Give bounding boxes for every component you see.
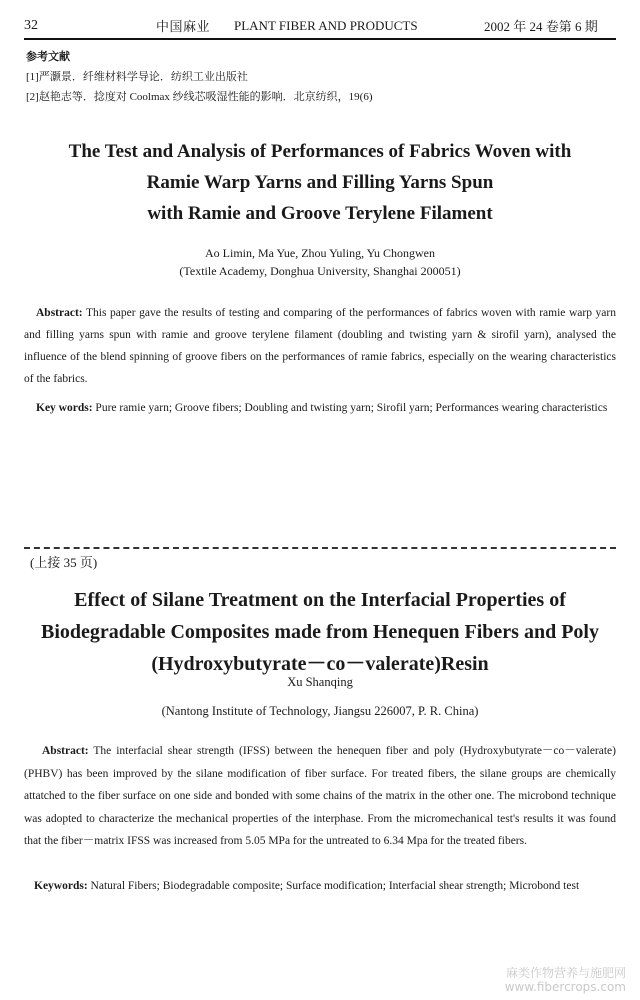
references-heading: 参考文献 bbox=[26, 51, 70, 63]
journal-name-en: PLANT FIBER AND PRODUCTS bbox=[234, 18, 418, 33]
references-section bbox=[26, 47, 616, 107]
article2-affiliation: (Nantong Institute of Technology, Jiangsu 226007, P. R. China) bbox=[161, 704, 479, 718]
keywords-label: Key words: bbox=[36, 402, 93, 414]
reference-item: [1]严灏景．纤维材料学导论．纺织工业出版社 bbox=[26, 71, 248, 83]
article1-keywords bbox=[24, 397, 616, 419]
keywords-text: Pure ramie yarn; Groove fibers; Doubling and twisting yarn; Sirofil yarn; Performances wearing characteristics bbox=[95, 402, 608, 414]
article2-author: Xu Shanqing bbox=[287, 675, 353, 689]
article1-title-line: Ramie Warp Yarns and Filling Yarns Spun bbox=[146, 172, 494, 193]
keywords-text: Natural Fibers; Biodegradable composite; Surface modification; Interfacial shear strength; Microbond test bbox=[90, 880, 580, 892]
page-number: 32 bbox=[24, 18, 38, 33]
watermark bbox=[505, 966, 626, 994]
abstract-text: The interfacial shear strength (IFSS) between the henequen fiber and poly (Hydroxybutyrate－co－valerate) (PHBV) has been improved by the silane modification of fiber surface. For treated fibers, the silane groups are chemically attatched to the fiber surface on one side and bonded with some chains of the matrix in the other one. The microbond technique was adopted to characterize the mechanical properties of the interphase. From the micromechanical test's results it was found that the fiber－matrix IFSS was increased from 5.05 MPa for the untreated to 6.34 Mpa for the treated fibers. bbox=[24, 745, 616, 847]
abstract-text: This paper gave the results of testing and comparing of the performances of fabrics woven with ramie warp yarn and filling yarns spun with ramie and groove terylene filament (doubling and twisting yarn & sirofil yarn), analysed the influence of the blend spinning of groove fibers on the performances of ramie fabrics, especially on the wearing characteristics of the fabrics. bbox=[24, 307, 616, 385]
watermark-url: www.fibercrops.com bbox=[504, 980, 626, 994]
article1-title bbox=[20, 136, 620, 229]
article1-affiliation: (Textile Academy, Donghua University, Shanghai 200051) bbox=[179, 264, 461, 278]
reference-item: [2]赵艳志等．捻度对 Coolmax 纱线芯吸湿性能的影响．北京纺织，19(6) bbox=[26, 91, 373, 103]
article2-title-line: Effect of Silane Treatment on the Interfacial Properties of bbox=[74, 589, 566, 611]
article1-authors: Ao Limin, Ma Yue, Zhou Yuling, Yu Chongwen bbox=[205, 246, 435, 260]
article2-title bbox=[10, 584, 630, 680]
article2-abstract bbox=[24, 740, 616, 853]
article2-title-line: Biodegradable Composites made from Henequen Fibers and Poly bbox=[41, 621, 599, 643]
article2-title-line: (Hydroxybutyrate－co－valerate)Resin bbox=[151, 653, 489, 675]
article2-keywords bbox=[24, 875, 616, 897]
issue-info: 2002 年 24 卷第 6 期 bbox=[484, 19, 598, 34]
running-header bbox=[0, 14, 640, 40]
article1-abstract bbox=[24, 302, 616, 390]
header-rule bbox=[24, 38, 616, 40]
abstract-label: Abstract: bbox=[42, 745, 89, 757]
keywords-label: Keywords: bbox=[34, 880, 88, 892]
continuation-note: (上接 35 页) bbox=[30, 555, 98, 570]
abstract-label: Abstract: bbox=[36, 307, 83, 319]
article1-title-line: with Ramie and Groove Terylene Filament bbox=[147, 203, 493, 224]
section-separator bbox=[24, 547, 616, 549]
watermark-cn: 麻类作物营养与施肥网 bbox=[505, 966, 626, 980]
journal-name-cn: 中国麻业 bbox=[156, 19, 211, 34]
article1-title-line: The Test and Analysis of Performances of Fabrics Woven with bbox=[68, 141, 572, 162]
